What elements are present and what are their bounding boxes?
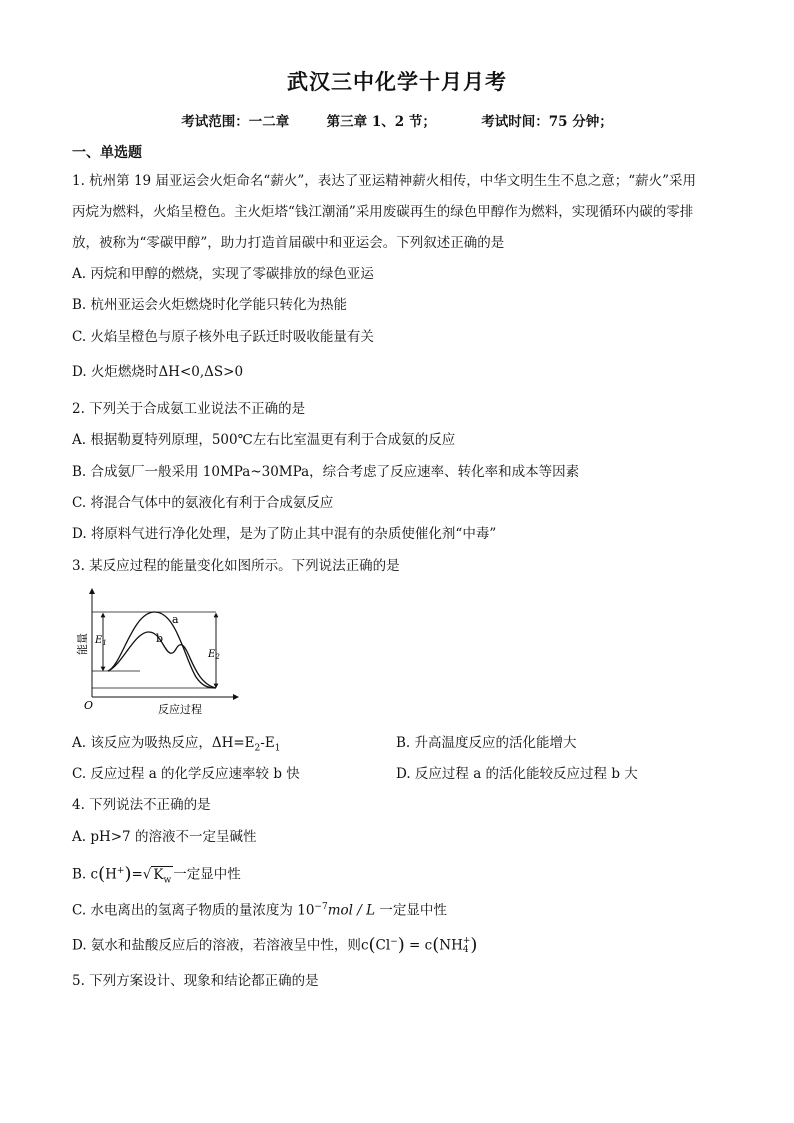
q4-option-c: C. 水电离出的氢离子物质的量浓度为 $10^{-7}mol$ / L 一定显中性 <box>72 902 447 919</box>
exam-info <box>0 110 794 130</box>
origin-label: O <box>84 699 94 712</box>
q1-stem-line3: 放，被称为“零碳甲醇”，助力打造首届碳中和亚运会。下列叙述正确的是 <box>72 235 505 251</box>
q4-option-a: A. pH>7 的溶液不一定呈碱性 <box>72 829 257 845</box>
page-title: 武汉三中化学十月月考 <box>287 69 507 94</box>
xlabel: 反应过程 <box>158 703 202 716</box>
q2-option-d: D. 将原料气进行净化处理，是为了防止其中混有的杂质使催化剂“中毒” <box>72 526 497 542</box>
q2-option-a: A. 根据勒夏特列原理，500℃左右比室温更有利于合成氨的反应 <box>72 432 456 448</box>
label-a: a <box>172 613 179 626</box>
q4-option-d: D. 氨水和盐酸反应后的溶液，若溶液呈中性，则c(Cl−) = c(NH + 4 ) <box>72 934 478 956</box>
exam-time: 考试时间：75 分钟； <box>481 114 613 130</box>
q4-stem: 4. 下列说法不正确的是 <box>72 797 211 813</box>
q3-stem: 3. 某反应过程的能量变化如图所示。下列说法正确的是 <box>72 558 400 574</box>
exam-chapter: 第三章 1、2 节； <box>326 114 436 130</box>
q1-option-c: C. 火焰呈橙色与原子核外电子跃迁时吸收能量有关 <box>72 329 374 345</box>
section-title: 一、单选题 <box>72 145 142 161</box>
q4-option-b: B. c(H+)=√ $K_w$ 一定显中性 <box>72 863 241 886</box>
label-b: b <box>156 632 164 645</box>
q1-stem-line1: 1. 杭州第 19 届亚运会火炬命名“薪火”，表达了亚运精神薪火相传，中华文明生生不息之意；“薪火”采用 <box>72 173 697 189</box>
q3-option-d: D. 反应过程 a 的活化能较反应过程 b 大 <box>396 766 638 782</box>
q1-option-d-math: ΔH<0,ΔS>0 <box>158 364 244 380</box>
q5-stem: 5. 下列方案设计、现象和结论都正确的是 <box>72 973 319 989</box>
ylabel: 能量 <box>76 633 89 655</box>
label-e2: $E_2$ <box>208 649 220 661</box>
q1-option-d-text: D. 火炬燃烧时 <box>72 364 159 380</box>
label-e1: $E_1$ <box>95 635 107 647</box>
q2-option-b: B. 合成氨厂一般采用 10MPa~30MPa，综合考虑了反应速率、转化率和成本等因素 <box>72 464 580 480</box>
q3-option-b: B. 升高温度反应的活化能增大 <box>396 735 577 751</box>
q1-option-d <box>72 363 243 381</box>
energy-diagram <box>72 585 252 720</box>
q3-option-a: A. 该反应为吸热反应，$\Delta H=E_2-E_1$ <box>72 735 281 754</box>
exam-range: 考试范围：一二章 <box>181 114 290 130</box>
q1-option-a: A. 丙烷和甲醇的燃烧，实现了零碳排放的绿色亚运 <box>72 266 374 282</box>
q1-stem-line2: 丙烷为燃料，火焰呈橙色。主火炬塔“钱江潮涌”采用废碳再生的绿色甲醇作为燃料，实现循环内碳的零排 <box>72 204 694 220</box>
q2-option-c: C. 将混合气体中的氨液化有利于合成氨反应 <box>72 495 334 511</box>
q3-option-c: C. 反应过程 a 的化学反应速率较 b 快 <box>72 766 300 782</box>
q2-stem: 2. 下列关于合成氨工业说法不正确的是 <box>72 401 306 417</box>
q1-option-b: B. 杭州亚运会火炬燃烧时化学能只转化为热能 <box>72 297 348 313</box>
